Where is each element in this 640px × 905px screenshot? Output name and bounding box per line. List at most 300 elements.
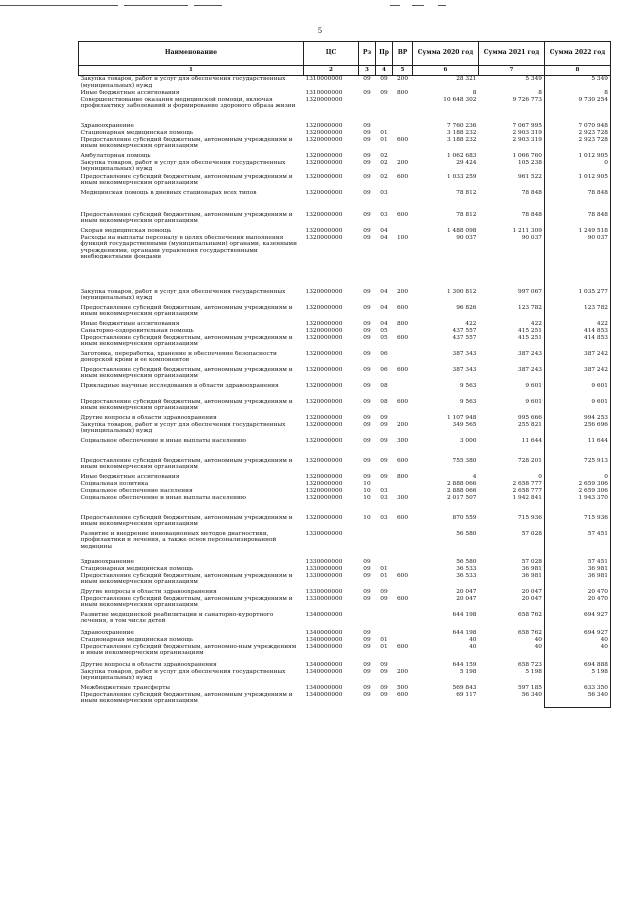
row-sum-2022: 78 848 xyxy=(545,212,611,228)
table-row xyxy=(79,589,611,596)
row-vr: 600 xyxy=(396,514,409,521)
table-row xyxy=(79,235,611,289)
row-sum-2020: 40 xyxy=(469,636,477,643)
row-sum-2022: 90 037 xyxy=(545,235,611,289)
row-sum-2022: 20 470 xyxy=(545,589,611,596)
row-vr: 800 xyxy=(396,89,409,96)
row-rz: 10 xyxy=(363,514,371,521)
table-row xyxy=(79,438,611,458)
row-vr xyxy=(393,559,413,566)
row-sum-2022: 78 848 xyxy=(545,190,611,212)
row-pr: 01 xyxy=(380,572,388,579)
row-cs: 1320000000 xyxy=(305,327,343,334)
row-sum-2022: 9 730 254 xyxy=(545,97,611,123)
table-row xyxy=(79,566,611,573)
row-sum-2020: 69 117 xyxy=(456,691,477,698)
row-sum-2020: 9 563 xyxy=(459,382,477,389)
row-name: Развитие медицинской реабилитации и санаторно-курортного лечения, в том числе детей xyxy=(80,611,274,625)
row-vr: 600 xyxy=(396,173,409,180)
row-sum-2022: 40 xyxy=(545,644,611,662)
row-rz: 09 xyxy=(363,691,371,698)
row-name: Иные бюджетные ассигнования xyxy=(80,320,180,327)
row-vr xyxy=(393,153,413,160)
row-pr: 09 xyxy=(380,595,388,602)
row-name: Предоставление субсидий бюджетным, автономным учреждениям и иным некоммерческим организациям xyxy=(80,595,293,609)
row-vr: 200 xyxy=(396,668,409,675)
row-pr: 09 xyxy=(380,668,388,675)
row-sum-2020: 20 047 xyxy=(456,595,477,602)
row-pr: 09 xyxy=(380,588,388,595)
row-sum-2022: 5 198 xyxy=(545,669,611,685)
row-pr xyxy=(376,481,393,488)
row-cs: 1340000000 xyxy=(305,636,343,643)
column-number: 5 xyxy=(393,66,413,76)
table-row xyxy=(79,90,611,97)
row-sum-2020: 3 000 xyxy=(459,437,477,444)
row-rz: 09 xyxy=(363,189,371,196)
row-sum-2022: 2 659 306 xyxy=(545,488,611,495)
header-pr: Пр xyxy=(376,42,393,66)
row-vr xyxy=(393,662,413,669)
row-rz: 09 xyxy=(363,350,371,357)
row-sum-2021: 995 666 xyxy=(518,414,542,421)
row-pr: 04 xyxy=(380,288,388,295)
row-sum-2022: 8 xyxy=(545,90,611,97)
row-pr: 06 xyxy=(380,366,388,373)
row-cs: 1320000000 xyxy=(305,421,343,428)
row-cs: 1330000000 xyxy=(305,530,343,537)
row-rz: 09 xyxy=(363,414,371,421)
table-row xyxy=(79,321,611,328)
row-sum-2022: 5 349 xyxy=(545,76,611,90)
row-sum-2020: 387 343 xyxy=(452,366,477,373)
row-sum-2020: 1 300 812 xyxy=(446,288,477,295)
row-vr: 100 xyxy=(396,234,409,241)
row-sum-2022: 715 936 xyxy=(545,515,611,531)
row-sum-2022: 9 601 xyxy=(545,399,611,415)
row-pr: 09 xyxy=(380,89,388,96)
row-rz: 09 xyxy=(363,629,371,636)
header-cs: ЦС xyxy=(304,42,359,66)
row-vr: 800 xyxy=(396,320,409,327)
row-vr xyxy=(393,383,413,399)
table-row xyxy=(79,367,611,383)
row-sum-2021: 658 762 xyxy=(518,629,542,636)
row-pr: 01 xyxy=(380,136,388,143)
row-sum-2022: 123 782 xyxy=(545,305,611,321)
row-pr: 03 xyxy=(380,494,388,501)
table-row xyxy=(79,692,611,708)
row-sum-2021: 5 349 xyxy=(525,76,542,82)
row-rz: 10 xyxy=(363,480,371,487)
row-cs: 1320000000 xyxy=(305,398,343,405)
row-rz: 09 xyxy=(363,643,371,650)
row-sum-2022: 57 451 xyxy=(545,531,611,559)
row-sum-2020: 3 188 232 xyxy=(446,129,477,136)
row-name: Стационарная медицинская помощь xyxy=(80,636,194,643)
table-row xyxy=(79,174,611,190)
row-name: Развитие и внедрение инновационных методов диагностики, профилактики и лечения, а также основ персонализированной медицины xyxy=(80,530,277,550)
row-name: Социальное обеспечение и иные выплаты населению xyxy=(80,494,246,501)
table-row xyxy=(79,415,611,422)
row-name: Предоставление субсидий бюджетным, автономным учреждениям и иным некоммерческим организациям xyxy=(80,304,293,318)
row-sum-2022: 56 340 xyxy=(545,692,611,708)
row-sum-2022: 633 350 xyxy=(545,685,611,692)
row-vr xyxy=(393,97,413,123)
row-cs: 1330000000 xyxy=(305,588,343,595)
row-cs: 1340000000 xyxy=(305,629,343,636)
header-row xyxy=(79,42,611,66)
row-name: Санаторно-оздоровительная помощь xyxy=(80,327,194,334)
row-sum-2020: 10 648 302 xyxy=(443,96,477,103)
scan-edge-line xyxy=(390,5,400,6)
row-rz: 09 xyxy=(363,595,371,602)
row-pr xyxy=(376,531,393,559)
row-sum-2021: 415 251 xyxy=(518,327,542,334)
table-row xyxy=(79,596,611,612)
row-name: Здравоохранение xyxy=(80,629,134,636)
row-name: Скорая медицинская помощь xyxy=(80,227,172,234)
row-name: Социальная политика xyxy=(80,480,149,487)
row-sum-2021: 78 848 xyxy=(521,211,542,218)
row-vr: 200 xyxy=(396,421,409,428)
row-name: Стационарная медицинская помощь xyxy=(80,129,194,136)
row-sum-2021: 422 xyxy=(530,320,542,327)
row-sum-2021: 2 903 319 xyxy=(512,136,542,143)
row-sum-2020: 2 888 066 xyxy=(446,487,477,494)
header-rz: Рз xyxy=(359,42,376,66)
row-cs: 1340000000 xyxy=(305,691,343,698)
row-cs: 1320000000 xyxy=(305,514,343,521)
row-name: Предоставление субсидий бюджетным, автономным учреждениям и иным некоммерческим организациям xyxy=(80,572,293,586)
row-sum-2022: 1 012 905 xyxy=(545,174,611,190)
row-name: Предоставление субсидий бюджетным, автономным учреждениям и иным некоммерческим организациям xyxy=(80,211,293,225)
row-rz: 09 xyxy=(363,668,371,675)
row-vr xyxy=(393,415,413,422)
row-sum-2021: 36 981 xyxy=(521,572,542,579)
row-sum-2020: 349 565 xyxy=(452,421,477,428)
row-vr xyxy=(393,637,413,644)
row-sum-2021: 123 782 xyxy=(518,304,542,311)
row-cs: 1320000000 xyxy=(305,437,343,444)
row-sum-2020: 36 533 xyxy=(456,565,477,572)
row-cs: 1320000000 xyxy=(305,320,343,327)
row-sum-2022: 2 659 306 xyxy=(545,481,611,488)
column-number: 7 xyxy=(479,66,545,76)
row-sum-2021: 1 942 841 xyxy=(512,494,542,501)
row-vr xyxy=(393,228,413,235)
row-sum-2022: 9 601 xyxy=(545,383,611,399)
row-pr: 04 xyxy=(380,304,388,311)
row-sum-2022: 694 927 xyxy=(545,612,611,630)
row-cs: 1320000000 xyxy=(305,473,343,480)
row-pr: 09 xyxy=(380,661,388,668)
row-name: Стационарная медицинская помощь xyxy=(80,565,194,572)
row-rz: 10 xyxy=(363,494,371,501)
column-number: 4 xyxy=(376,66,393,76)
row-sum-2021: 1 211 309 xyxy=(512,227,542,234)
row-sum-2021: 728 201 xyxy=(518,457,542,464)
row-sum-2022: 414 853 xyxy=(545,328,611,335)
row-sum-2020: 36 533 xyxy=(456,572,477,579)
row-sum-2022: 1 249 518 xyxy=(545,228,611,235)
row-sum-2020: 1 488 098 xyxy=(446,227,477,234)
table-row xyxy=(79,481,611,488)
row-cs: 1320000000 xyxy=(305,227,343,234)
row-vr xyxy=(393,123,413,130)
row-rz: 09 xyxy=(363,227,371,234)
row-name: Закупка товаров, работ и услуг для обеспечения государственных (муниципальных) нужд xyxy=(80,668,286,682)
row-sum-2022: 0 xyxy=(545,474,611,481)
row-sum-2021: 36 981 xyxy=(521,565,542,572)
row-cs: 1310000000 xyxy=(305,76,343,82)
row-cs: 1320000000 xyxy=(305,288,343,295)
row-rz: 09 xyxy=(363,382,371,389)
row-name: Социальное обеспечение и иные выплаты населению xyxy=(80,437,246,444)
row-rz: 09 xyxy=(363,684,371,691)
row-rz: 09 xyxy=(363,89,371,96)
row-sum-2020: 644 198 xyxy=(452,629,477,636)
row-sum-2020: 1 107 948 xyxy=(446,414,477,421)
row-vr xyxy=(393,481,413,488)
row-pr: 09 xyxy=(380,473,388,480)
row-sum-2020: 3 188 232 xyxy=(446,136,477,143)
row-rz: 09 xyxy=(363,159,371,166)
row-sum-2021: 11 644 xyxy=(521,437,542,444)
row-cs: 1320000000 xyxy=(305,457,343,464)
row-rz: 09 xyxy=(363,398,371,405)
row-sum-2021: 2 658 777 xyxy=(512,480,542,487)
row-pr: 09 xyxy=(380,76,388,82)
row-name: Предоставление субсидий бюджетным, автономным учреждениям и иным некоммерческим организациям xyxy=(80,173,293,187)
row-pr: 09 xyxy=(380,437,388,444)
row-name: Заготовка, переработка, хранение и обеспечение безопасности донорской крови и ее компонентов xyxy=(80,350,277,364)
row-cs: 1330000000 xyxy=(305,565,343,572)
row-vr: 600 xyxy=(396,334,409,341)
row-sum-2022: 725 913 xyxy=(545,458,611,474)
table-row xyxy=(79,662,611,669)
row-cs: 1320000000 xyxy=(305,189,343,196)
table-row xyxy=(79,495,611,515)
table-row xyxy=(79,637,611,644)
table-row xyxy=(79,328,611,335)
row-vr xyxy=(393,351,413,367)
row-pr: 03 xyxy=(380,487,388,494)
header-name: Наименование xyxy=(79,42,304,66)
row-cs: 1340000000 xyxy=(305,684,343,691)
table-row xyxy=(79,289,611,305)
row-sum-2021: 8 xyxy=(538,89,542,96)
row-name: Иные бюджетные ассигнования xyxy=(80,89,180,96)
row-name: Предоставление субсидий бюджетным, автономным учреждениям и иным некоммерческим организациям xyxy=(80,366,293,380)
row-vr: 600 xyxy=(396,643,409,650)
scan-edge-line xyxy=(124,5,188,6)
row-rz: 09 xyxy=(363,76,371,82)
row-cs: 1320000000 xyxy=(305,334,343,341)
row-name: Здравоохранение xyxy=(80,122,134,129)
row-sum-2021: 2 658 777 xyxy=(512,487,542,494)
row-sum-2021: 9 601 xyxy=(525,398,542,405)
table-row xyxy=(79,612,611,630)
row-name: Амбулаторная помощь xyxy=(80,152,151,159)
table-row xyxy=(79,515,611,531)
table-row xyxy=(79,644,611,662)
row-cs: 1320000000 xyxy=(305,129,343,136)
row-cs: 1330000000 xyxy=(305,558,343,565)
header-sum-2021: Сумма 2021 год xyxy=(479,42,545,66)
row-sum-2021: 57 028 xyxy=(521,530,542,537)
row-rz: 09 xyxy=(363,234,371,241)
table-row xyxy=(79,669,611,685)
table-row xyxy=(79,153,611,160)
row-sum-2020: 40 xyxy=(469,643,477,650)
table-row xyxy=(79,160,611,174)
row-vr: 200 xyxy=(396,159,409,166)
row-name: Предоставление субсидий бюджетным, автономным учреждениям и иным некоммерческим организациям xyxy=(80,514,293,528)
row-sum-2020: 644 198 xyxy=(452,611,477,618)
row-rz: 09 xyxy=(363,366,371,373)
scan-edge-line xyxy=(194,5,222,6)
row-vr xyxy=(393,328,413,335)
row-sum-2021: 1 066 760 xyxy=(512,152,542,159)
row-sum-2022: 414 853 xyxy=(545,335,611,351)
row-sum-2021: 997 067 xyxy=(518,288,542,295)
table-row xyxy=(79,123,611,130)
row-sum-2021: 0 xyxy=(538,473,542,480)
row-name: Другие вопросы в области здравоохранения xyxy=(80,661,217,668)
row-pr xyxy=(376,559,393,566)
row-cs: 1310000000 xyxy=(305,89,343,96)
table-row xyxy=(79,383,611,399)
row-pr: 09 xyxy=(380,691,388,698)
row-name: Совершенствование оказания медицинской помощи, включая профилактику заболеваний и формирование здорового образа жизни xyxy=(80,96,296,110)
row-sum-2020: 56 580 xyxy=(456,530,477,537)
row-sum-2020: 644 159 xyxy=(452,661,477,668)
table-row xyxy=(79,130,611,137)
row-sum-2020: 437 557 xyxy=(452,327,477,334)
row-name: Здравоохранение xyxy=(80,558,134,565)
table-row xyxy=(79,305,611,321)
row-vr xyxy=(393,531,413,559)
row-rz: 09 xyxy=(363,572,371,579)
column-number: 2 xyxy=(304,66,359,76)
row-pr: 02 xyxy=(380,173,388,180)
row-pr: 05 xyxy=(380,327,388,334)
row-name: Прикладные научные исследования в области здравоохранения xyxy=(80,382,279,389)
row-sum-2022: 694 888 xyxy=(545,662,611,669)
row-rz xyxy=(359,531,376,559)
row-name: Предоставление субсидий бюджетным, автономным учреждениям и иным некоммерческим организациям xyxy=(80,398,293,412)
table-row xyxy=(79,531,611,559)
table-row xyxy=(79,458,611,474)
table-row xyxy=(79,488,611,495)
row-vr: 600 xyxy=(396,595,409,602)
row-vr: 200 xyxy=(396,288,409,295)
row-name: Закупка товаров, работ и услуг для обеспечения государственных (муниципальных) нужд xyxy=(80,159,286,173)
row-pr: 06 xyxy=(380,350,388,357)
column-number: 8 xyxy=(545,66,611,76)
row-sum-2020: 96 826 xyxy=(456,304,477,311)
row-sum-2021: 387 243 xyxy=(518,366,542,373)
row-sum-2022: 7 070 948 xyxy=(545,123,611,130)
row-cs: 1330000000 xyxy=(305,572,343,579)
row-cs: 1320000000 xyxy=(305,152,343,159)
row-rz: 09 xyxy=(363,173,371,180)
table-row xyxy=(79,422,611,438)
row-sum-2022: 422 xyxy=(545,321,611,328)
row-pr: 09 xyxy=(380,414,388,421)
row-sum-2021: 658 723 xyxy=(518,661,542,668)
row-sum-2020: 1 033 259 xyxy=(446,173,477,180)
row-pr: 09 xyxy=(380,684,388,691)
table-row xyxy=(79,228,611,235)
row-vr: 800 xyxy=(396,473,409,480)
page-number: 5 xyxy=(317,27,323,35)
row-sum-2022: 36 981 xyxy=(545,566,611,573)
row-cs: 1320000000 xyxy=(305,480,343,487)
row-name: Иные бюджетные ассигнования xyxy=(80,473,180,480)
row-cs: 1320000000 xyxy=(305,414,343,421)
row-sum-2020: 870 559 xyxy=(452,514,477,521)
header-sum-2022: Сумма 2022 год xyxy=(545,42,611,66)
row-sum-2020: 56 580 xyxy=(456,558,477,565)
row-vr: 600 xyxy=(396,691,409,698)
row-pr: 03 xyxy=(380,514,388,521)
scan-edge-line xyxy=(438,5,446,6)
row-pr xyxy=(376,630,393,637)
row-pr: 08 xyxy=(380,398,388,405)
column-number: 1 xyxy=(79,66,304,76)
row-sum-2020: 755 380 xyxy=(452,457,477,464)
row-sum-2022: 0 xyxy=(545,160,611,174)
row-rz: 09 xyxy=(363,152,371,159)
row-sum-2021: 961 522 xyxy=(518,173,542,180)
row-sum-2021: 57 028 xyxy=(521,558,542,565)
row-vr: 600 xyxy=(396,457,409,464)
row-sum-2021: 90 037 xyxy=(521,234,542,241)
row-sum-2021: 5 198 xyxy=(525,668,542,675)
row-cs: 1320000000 xyxy=(305,136,343,143)
row-rz: 09 xyxy=(363,473,371,480)
table-row xyxy=(79,559,611,566)
row-sum-2021: 7 067 995 xyxy=(512,122,542,129)
row-rz: 10 xyxy=(363,487,371,494)
row-name: Предоставление субсидий бюджетным, автономным учреждениям и иным некоммерческим организациям xyxy=(80,457,293,471)
row-pr: 01 xyxy=(380,643,388,650)
row-pr: 04 xyxy=(380,227,388,234)
row-vr: 300 xyxy=(396,437,409,444)
row-name: Предоставление субсидий бюджетным, автономным учреждениям и иным некоммерческим организациям xyxy=(80,691,293,705)
row-sum-2022: 2 923 728 xyxy=(545,137,611,153)
row-sum-2020: 28 321 xyxy=(456,76,477,82)
row-sum-2022: 256 696 xyxy=(545,422,611,438)
row-rz: 09 xyxy=(363,320,371,327)
row-cs: 1320000000 xyxy=(305,382,343,389)
row-sum-2022: 387 242 xyxy=(545,351,611,367)
row-sum-2022: 11 644 xyxy=(545,438,611,458)
row-name: Предоставление субсидий бюджетным, автономным учреждениям и иным некоммерческим организациям xyxy=(80,334,293,348)
row-sum-2021: 20 047 xyxy=(521,595,542,602)
row-sum-2021: 2 903 319 xyxy=(512,129,542,136)
row-sum-2020: 90 037 xyxy=(456,234,477,241)
row-pr: 09 xyxy=(380,457,388,464)
row-sum-2021: 9 601 xyxy=(525,382,542,389)
row-sum-2020: 1 062 683 xyxy=(446,152,477,159)
row-sum-2021: 415 251 xyxy=(518,334,542,341)
row-name: Межбюджетные трансферты xyxy=(80,684,171,691)
row-vr: 600 xyxy=(396,211,409,218)
row-vr xyxy=(393,612,413,630)
